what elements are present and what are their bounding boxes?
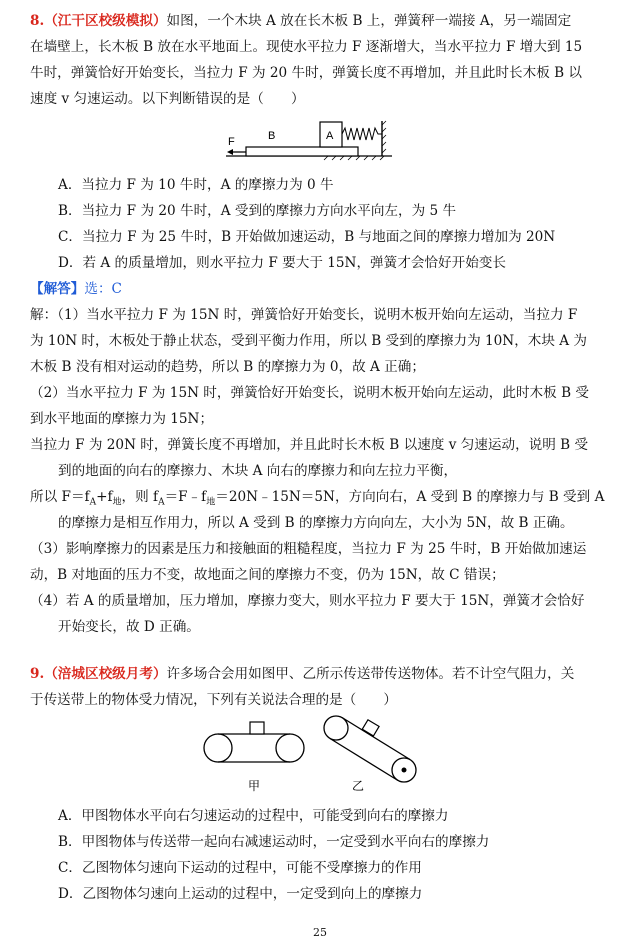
q9-number: 9.	[30, 666, 45, 682]
conveyor-jia	[204, 722, 304, 793]
conveyor-yi	[324, 716, 416, 793]
q9-stem-text-1: 许多场合会用如图甲、乙所示传送带传送物体。若不计空气阻力，关	[166, 666, 575, 682]
formula-part: ，则 f	[121, 489, 159, 505]
formula-part: ＝20N﹣15N＝5N，方向向右，A 受到 B 的摩擦力与 B 受到 A	[215, 489, 605, 505]
spring	[342, 128, 382, 140]
solution-line-2: 为 10N 时，木板处于静止状态，受到平衡力作用，所以 B 受到的摩擦力为 10N，木块 A 为	[30, 333, 588, 349]
q9-stem-line-1	[30, 664, 630, 684]
solution-line-4: （2）当水平拉力 F 为 15N 时，弹簧恰好开始变长，说明木板开始向左运动，此时木板 B 受	[30, 385, 589, 401]
q8-option-a: A．当拉力 F 为 10 牛时，A 的摩擦力为 0 牛	[58, 177, 334, 193]
solution-line-6: 当拉力 F 为 20N 时，弹簧长度不再增加，并且此时长木板 B 以速度 v 匀速运动，说明 B 受	[30, 437, 589, 453]
object-yi	[362, 720, 379, 736]
board-b	[246, 147, 358, 156]
q8-stem-line-4: 速度 v 匀速运动。以下判断错误的是（ ）	[30, 91, 305, 107]
answer-tag: 【解答】	[30, 281, 85, 297]
solution-line-10: （3）影响摩擦力的因素是压力和接触面的粗糙程度，当拉力 F 为 25 牛时，B 开始做加速运	[30, 541, 587, 557]
answer-value: 选：C	[84, 281, 122, 297]
q8-stem-line-1	[30, 11, 630, 31]
formula-sub: A	[158, 497, 165, 508]
formula-part: +f	[96, 489, 113, 505]
q8-option-c: C．当拉力 F 为 25 牛时，B 开始做加速运动，B 与地面之间的摩擦力增加为 20N	[58, 229, 556, 245]
solution-line-13: 开始变长，故 D 正确。	[58, 619, 200, 635]
formula-part: ＝F﹣f	[164, 489, 207, 505]
q8-option-d: D．若 A 的质量增加，则水平拉力 F 要大于 15N，弹簧才会恰好开始变长	[58, 255, 506, 271]
label-yi: 乙	[352, 779, 365, 793]
formula-sub: A	[89, 497, 97, 508]
solution-line-1: 解：（1）当水平拉力 F 为 15N 时，弹簧恰好开始变长，说明木板开始向左运动，当拉力 F	[30, 307, 578, 323]
q9-option-b: B．甲图物体与传送带一起向右减速运动时，一定受到水平向右的摩擦力	[58, 834, 490, 850]
formula-sub: 地	[206, 497, 216, 508]
q9-option-d: D．乙图物体匀速向上运动的过程中，一定受到向上的摩擦力	[58, 886, 423, 902]
q8-source: （江干区校级模拟）	[44, 13, 167, 29]
formula-sub: 地	[112, 497, 122, 508]
force-arrow-head	[227, 149, 233, 155]
solution-line-12: （4）若 A 的质量增加，压力增加，摩擦力变大，则水平拉力 F 要大于 15N，弹簧才会恰好	[30, 593, 585, 609]
solution-line-7: 到的地面的向右的摩擦力、木块 A 向右的摩擦力和向左拉力平衡，	[58, 463, 458, 479]
belt-lower	[330, 739, 398, 781]
label-jia: 甲	[248, 779, 261, 793]
q9-option-c: C．乙图物体匀速向下运动的过程中，可能不受摩擦力的作用	[58, 860, 422, 876]
solution-line-9: 的摩擦力是相互作用力，所以 A 受到 B 的摩擦力方向向左，大小为 5N，故 B 正确。	[58, 515, 574, 531]
q8-option-b: B．当拉力 F 为 20 牛时，A 受到的摩擦力方向水平向左，为 5 牛	[58, 203, 457, 219]
solution-line-5: 到水平地面的摩擦力为 15N；	[30, 411, 214, 427]
belt-upper	[342, 718, 410, 760]
floor-hatch	[324, 156, 384, 160]
q8-stem-line-2: 在墙壁上，长木板 B 放在水平地面上。现使水平拉力 F 逐渐增大，当水平拉力 F 增大到 15	[30, 39, 583, 55]
object-jia	[250, 722, 264, 734]
q9-source: （涪城区校级月考）	[44, 666, 167, 682]
label-a: A	[326, 130, 334, 142]
q8-stem-line-3: 牛时，弹簧恰好开始变长，当拉力 F 为 20 牛时，弹簧长度不再增加，并且此时长木板 B 以	[30, 65, 583, 81]
roller-right	[276, 734, 304, 762]
page-number: 25	[313, 926, 327, 939]
roller-left	[204, 734, 232, 762]
q8-number: 8.	[30, 13, 45, 29]
q9-figure	[198, 712, 430, 796]
q9-option-a: A．甲图物体水平向右匀速运动的过程中，可能受到向右的摩擦力	[58, 808, 449, 824]
label-b: B	[268, 130, 276, 142]
q9-stem-line-2: 于传送带上的物体受力情况，下列有关说法合理的是（ ）	[30, 692, 398, 708]
solution-line-3: 木板 B 没有相对运动的趋势，所以 B 的摩擦力为 0，故 A 正确；	[30, 359, 425, 375]
solution-formula-line	[30, 487, 630, 513]
label-f: F	[228, 136, 235, 148]
formula-part: 所以 F＝f	[30, 489, 90, 505]
q8-answer	[30, 279, 630, 299]
solution-line-11: 动，B 对地面的压力不变，故地面之间的摩擦力不变，仍为 15N，故 C 错误；	[30, 567, 505, 583]
q8-figure	[224, 115, 394, 163]
roller-axle	[402, 768, 407, 773]
q8-stem-text-1: 如图，一个木块 A 放在长木板 B 上，弹簧秤一端接 A，另一端固定	[166, 13, 572, 29]
